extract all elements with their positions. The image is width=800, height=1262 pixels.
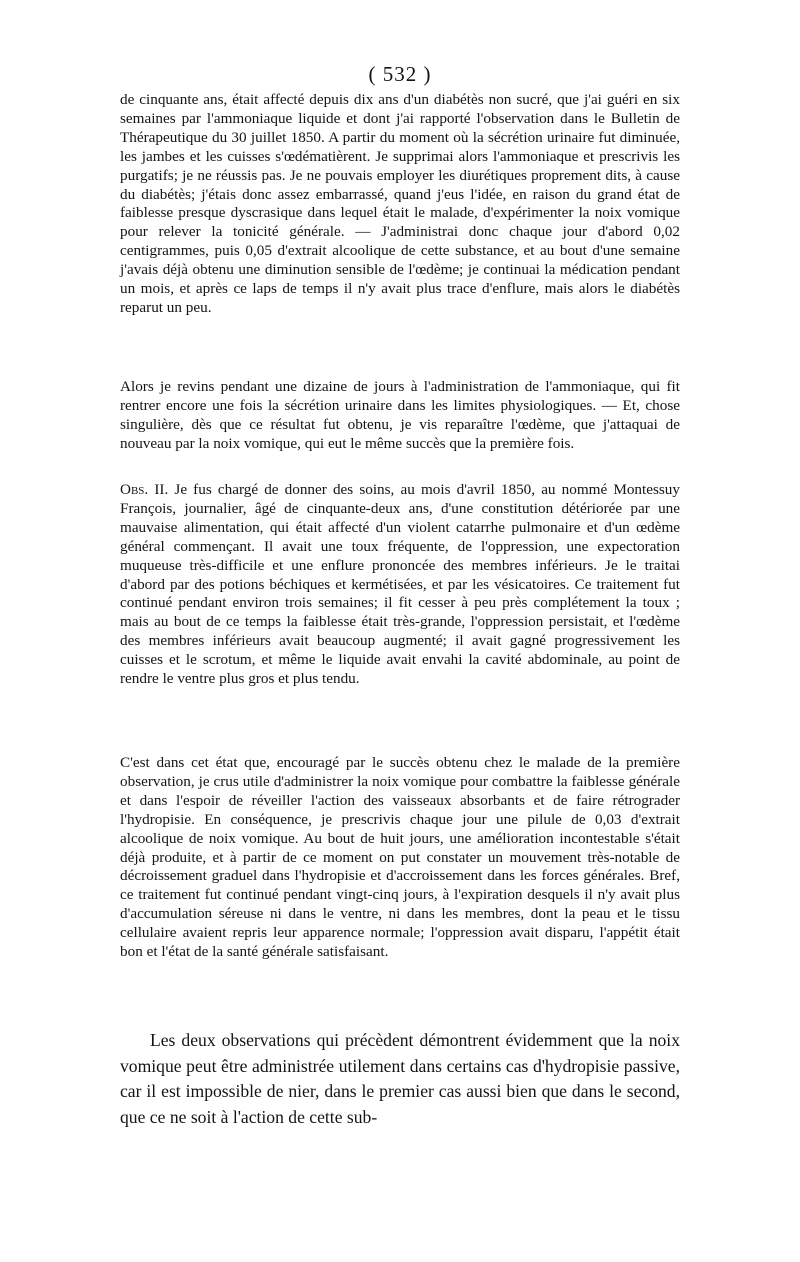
observation-label: Obs. II. (120, 481, 169, 498)
observation-2-text: Je fus chargé de donner des soins, au mois d'avril 1850, au nommé Montessuy François, journalier, âgé de cinquante-deux ans, d'une constitution détériorée par une mauvaise alimentation, qui était affecté d'un violent catarrhe pulmonaire et d'un œdème général commençant. Il avait une toux fréquente, de l'oppression, une expectoration muqueuse très-difficile et une enflure prononcée des membres inférieurs. Je le traitai d'abord par des potions béchiques et kermétisées, et par les vésicatoires. Ce traitement fut continué pendant environ trois semaines; il fit cesser à peu près complétement la toux ; mais au bout de ce temps la faiblesse était très-grande, l'oppression persistait, et l'œdème des membres inférieurs avait beaucoup augmenté; il avait gagné progressivement les cuisses et le scrotum, et même le liquide avait envahi la cavité abdominale, au point de rendre le ventre plus gros et plus tendu. (120, 481, 680, 688)
paragraph-treatment: C'est dans cet état que, encouragé par le succès obtenu chez le malade de la première observation, je crus utile d'administrer la noix vomique pour combattre la faiblesse générale et dans l'espoir de réveiller l'action des vaisseaux absorbants et de faire rétrograder l'hydropisie. En conséquence, je prescrivis chaque jour une pilule de 0,03 d'extrait alcoolique de noix vomique. Au bout de huit jours, une amélioration incontestable s'était déjà produite, et à partir de ce moment on put constater un mouvement très-notable de décroissement graduel dans l'hydropisie et d'accroissement dans les forces générales. Bref, ce traitement fut continué pendant vingt-cinq jours, à l'expiration desquels il n'y avait plus d'accumulation séreuse ni dans le ventre, ni dans les membres, dont la peau et le tissu cellulaire avaient repris leur apparence normale; l'oppression avait disparu, l'appétit était bon et l'état de la santé générale satisfaisant. (120, 754, 680, 961)
paragraph-diabetes-case: de cinquante ans, était affecté depuis dix ans d'un diabétès non sucré, que j'ai guéri en six semaines par l'ammoniaque liquide et dont j'ai rapporté l'observation dans le Bulletin de Thérapeutique du 30 juillet 1850. A partir du moment où la sécrétion urinaire fut diminuée, les jambes et les cuisses s'œdématièrent. Je supprimai alors l'ammoniaque et prescrivis les purgatifs; je ne réussis pas. Je ne pouvais employer les diurétiques proprement dits, à cause du diabétès; j'étais donc assez embarrassé, quand j'eus l'idée, en raison du grand état de faiblesse presque dyscrasique dans lequel était le malade, d'expérimenter la noix vomique pour relever la tonicité générale. — J'administrai donc chaque jour d'abord 0,02 centigrammes, puis 0,05 d'extrait alcoolique de cette substance, et au bout d'une semaine j'avais déjà obtenu une diminution sensible de l'œdème; je continuai la médication pendant un mois, et après ce laps de temps il n'y avait plus trace d'enflure, mais alors le diabétès reparut un peu. (120, 91, 680, 316)
paragraph-block (120, 378, 680, 454)
paragraph-conclusion: Les deux observations qui précèdent démontrent évidemment que la noix vomique peut être administrée utilement dans certains cas d'hydropisie passive, car il est impossible de nier, dans le premier cas aussi bien que dans le second, que ce ne soit à l'action de cette sub- (120, 1030, 680, 1127)
paragraph-observation-2 (120, 481, 680, 689)
paragraph-block (120, 754, 680, 962)
paragraph-block (120, 481, 680, 689)
paragraph-ammoniaque-return: Alors je revins pendant une dizaine de jours à l'administration de l'ammoniaque, qui fit rentrer encore une fois la sécrétion urinaire dans les limites physiologiques. — Et, chose singulière, dès que ce résultat fut obtenu, je vis reparaître l'œdème, que j'attaquai de nouveau par la noix vomique, qui eut le même succès que la première fois. (120, 378, 680, 452)
page-number: ( 532 ) (368, 62, 432, 86)
paragraph-block (120, 91, 680, 318)
conclusion-block (120, 1028, 680, 1130)
